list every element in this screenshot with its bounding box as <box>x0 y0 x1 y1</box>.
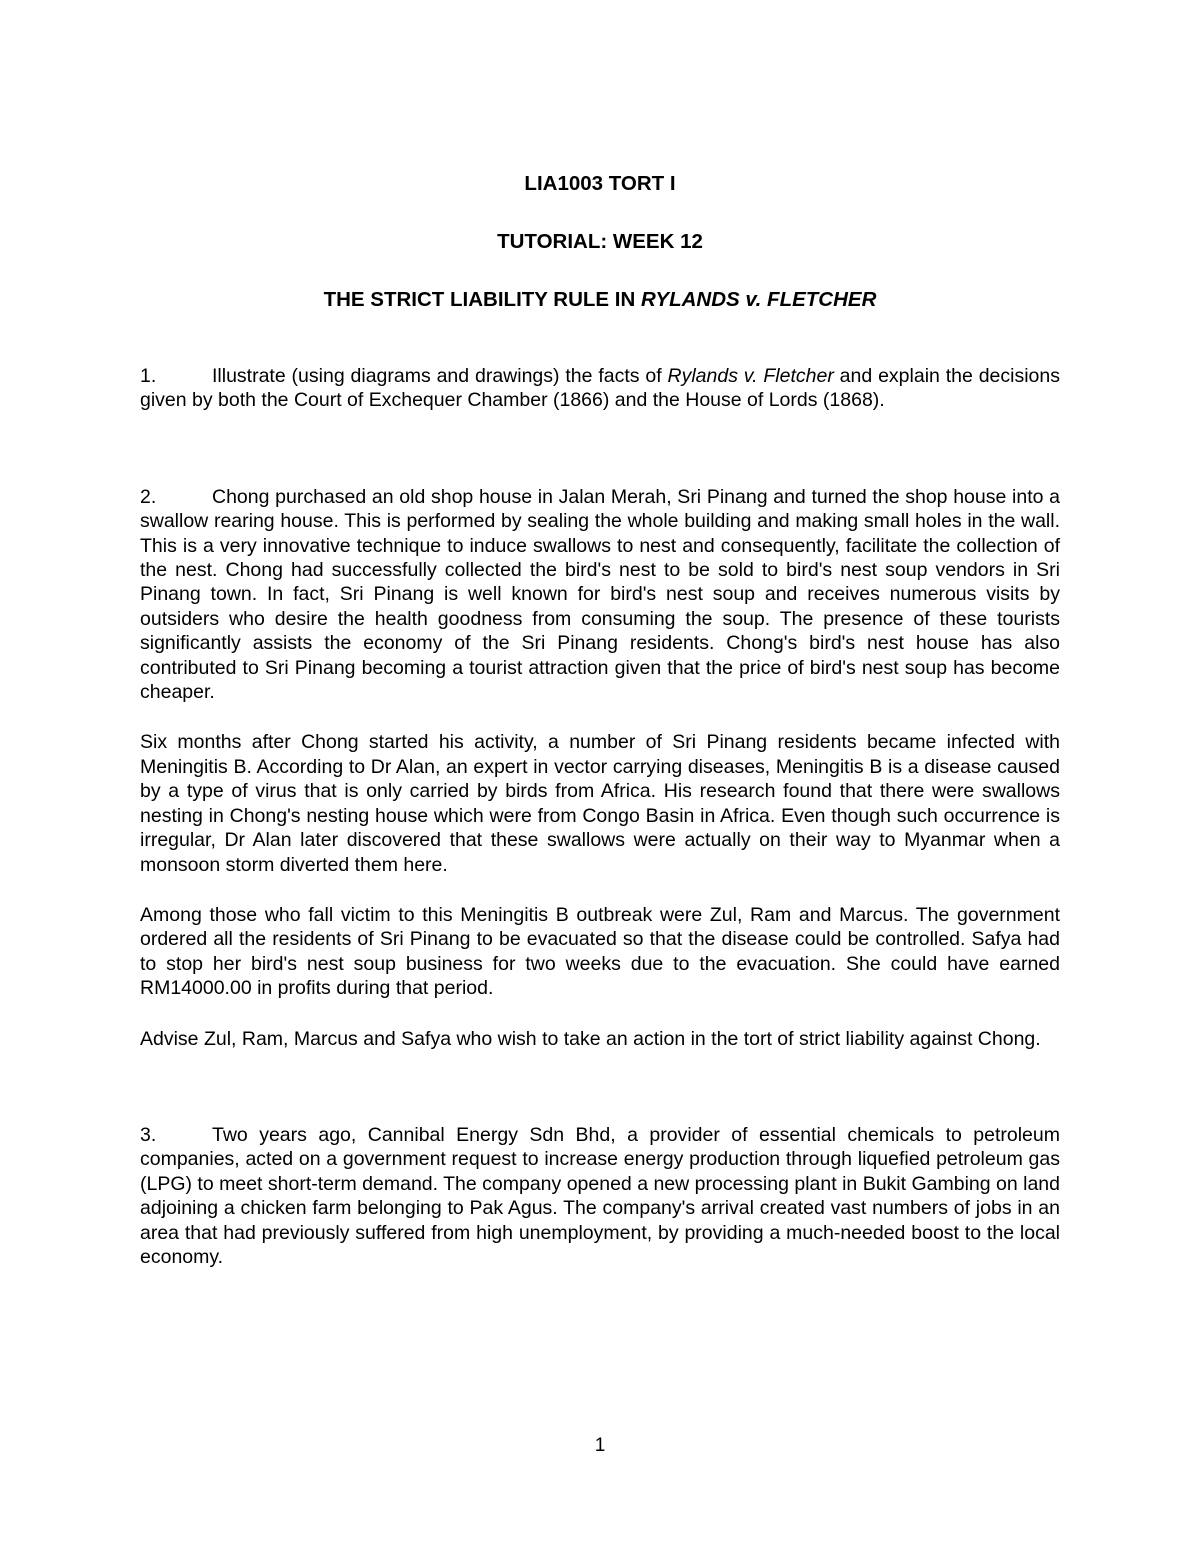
page-number: 1 <box>594 1435 606 1456</box>
question-1 <box>140 364 1060 413</box>
question-3 <box>140 1123 1060 1269</box>
topic-heading <box>140 286 1060 314</box>
tutorial-title: TUTORIAL: WEEK 12 <box>497 230 703 253</box>
question-2-paragraph-3: Among those who fall victim to this Meningitis B outbreak were Zul, Ram and Marcus. The government ordered all the residents of Sri Pinang to be evacuated so that the disease could be controlled. Safya had to stop her bird's nest soup business for two weeks due to the evacuation. She could have earned RM14000.00 in profits during that period. <box>140 903 1060 1000</box>
topic-case-name: RYLANDS v. FLETCHER <box>640 288 877 311</box>
topic-prefix: THE STRICT LIABILITY RULE IN <box>323 288 641 311</box>
question-1-text-after: and explain the decisions given by both the Court of Exchequer Chamber (1866) and the House of Lords (1868). <box>140 365 1060 412</box>
question-3-text: Two years ago, Cannibal Energy Sdn Bhd, a provider of essential chemicals to petroleum companies, acted on a government request to increase energy production through liquefied petroleum gas (LPG) to meet short-term demand. The company opened a new processing plant in Bukit Gambing on land adjoining a chicken farm belonging to Pak Agus. The company's arrival created vast numbers of jobs in an area that had previously suffered from high unemployment, by providing a much-needed boost to the local economy. <box>140 1123 1060 1268</box>
question-1-number: 1. <box>140 365 157 387</box>
question-2-paragraph-2: Six months after Chong started his activity, a number of Sri Pinang residents became infected with Meningitis B. According to Dr Alan, an expert in vector carrying diseases, Meningitis B is a disease caused by a type of virus that is only carried by birds from Africa. His research found that there were swallows nesting in Chong's nesting house which were from Congo Basin in Africa. Even though such occurrence is irregular, Dr Alan later discovered that these swallows were actually on their way to Myanmar when a monsoon storm diverted them here. <box>140 731 1060 876</box>
question-2-paragraph-4: Advise Zul, Ram, Marcus and Safya who wish to take an action in the tort of strict liability against Chong. <box>140 1027 1041 1050</box>
course-title: LIA1003 TORT I <box>524 172 676 195</box>
question-2-text-1: Chong purchased an old shop house in Jalan Merah, Sri Pinang and turned the shop house into a swallow rearing house. This is performed by sealing the whole building and making small holes in the wall. This is a very innovative technique to induce swallows to nest and consequently, facilitate the collection of the nest. Chong had successfully collected the bird's nest to be sold to bird's nest soup vendors in Sri Pinang town. In fact, Sri Pinang is well known for bird's nest soup and receives numerous visits by outsiders who desire the health goodness from consuming the soup. The presence of these tourists significantly assists the economy of the Sri Pinang residents. Chong's bird's nest house has also contributed to Sri Pinang becoming a tourist attraction given that the price of bird's nest soup has become cheaper. <box>140 485 1060 704</box>
question-1-text-before: Illustrate (using diagrams and drawings) the facts of <box>212 365 668 387</box>
question-2-paragraph-1 <box>140 485 1060 705</box>
question-3-number: 3. <box>140 1123 157 1146</box>
page-content <box>140 170 1060 1269</box>
question-1-case-name: Rylands v. Fletcher <box>667 365 834 387</box>
question-2-number: 2. <box>140 485 157 508</box>
